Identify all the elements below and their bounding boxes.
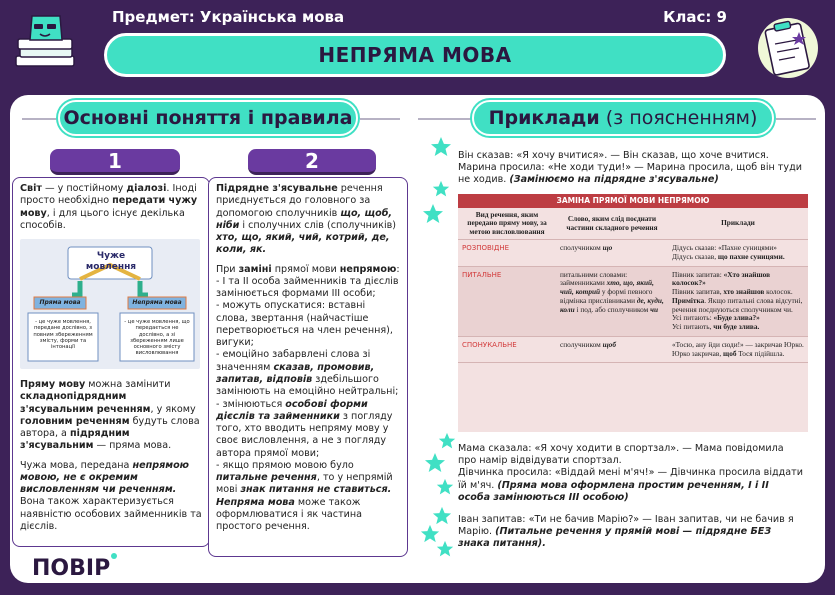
table-cell: СПОНУКАЛЬНЕ: [458, 336, 556, 363]
table-header: Приклади: [668, 208, 808, 240]
books-illustration-icon: [12, 12, 80, 74]
star-icon: [438, 432, 456, 450]
table-cell: ПИТАЛЬНЕ: [458, 266, 556, 336]
table-header: Вид речення, яким передано пряму мову, за метою висловлювання: [458, 208, 556, 240]
examples-bottom-text: Іван запитав: «Ти не бачив Марію?» — Іван запитав, чи не бачив я Марію. (Питальне речення у прямій мові — підрядне БЕЗ знака питання).: [458, 514, 794, 550]
rules-column-1: [12, 177, 210, 547]
col1-intro-text: Світ — у постійному діалозі. Іноді просто необхідно передати чужу мову, і для цього існує декілька способів.: [20, 183, 198, 231]
table-cell: сполучником щоб: [556, 336, 668, 363]
replacement-table: [458, 208, 808, 432]
page-title: НЕПРЯМА МОВА: [318, 43, 512, 67]
svg-text:ПОВІР: ПОВІР: [32, 556, 111, 580]
table-cell: сполучником що: [556, 240, 668, 267]
examples-top-text: Він сказав: «Я хочу вчитися». — Він сказав, що хоче вчитися. Марина просила: «Не ходи туди!» — Марина просила, щоб він туди не ходив. (Замінюємо на підрядне з'ясувальне): [458, 150, 802, 186]
star-icon: [432, 180, 450, 198]
diagram-top-label: Чуже мовлення: [85, 251, 137, 272]
column-number-1: 1: [50, 149, 180, 175]
column-number-2: 2: [248, 149, 376, 175]
table-cell: «Тосю, ану йди сюди!» — закричав Юрко. Юрко закричав, щоб Тося підійшла.: [668, 336, 808, 363]
col1-replacement-text: Пряму мову можна замінити складнопідрядним з'ясувальним реченням, у якому головним реченням будуть слова автора, а підрядним з'ясувальним — пряма мова.: [20, 379, 200, 452]
examples-section-header: [472, 100, 774, 136]
star-icon: [422, 203, 444, 225]
table-row: [458, 266, 808, 336]
povir-logo: [30, 550, 122, 580]
subject-label: Предмет: Українська мова: [112, 8, 345, 26]
table-cell: Півник запитав: «Хто знайшов колосок?» Півник запитав, хто знайшов колосок. Примітка. Якщо питальні слова відсутні, речення поєднуються сполучником чи. Усі питають: «Буде злива?» Усі питають, чи буде злива.: [668, 266, 808, 336]
divider: [776, 118, 816, 120]
page-title-bar: [104, 33, 726, 77]
star-icon: [432, 506, 452, 526]
rules-section-header: [58, 100, 358, 136]
table-row: [458, 240, 808, 267]
clipboard-illustration-icon: [755, 14, 821, 80]
table-title: ЗАМІНА ПРЯМОЇ МОВИ НЕПРЯМОЮ: [458, 194, 808, 208]
star-icon: [436, 540, 454, 558]
diagram-indirect-label: Непряма мова: [132, 299, 182, 307]
divider: [360, 118, 400, 120]
divider: [418, 118, 474, 120]
col2-replacement-rules: При заміні прямої мови непрямою: - I та II особа займенників та дієслів замінюється формами III особи; - можуть опускатися: вставні слова, звертання (найчастіше перетворюється на член речення), вигуки; - емоційно забарвлені слова зі значенням сказав, промовив, запитав, відповів здебільшого замінюють на емоційно нейтральні; - змінюються особові форми дієслів та займенники з погляду того, хто вводить непряму мову у своє висловлення, а не з погляду автора прямої мови; - якщо прямою мовою було питальне речення, то у непрямій мові знак питання не ставиться. Непряма мова може також оформлюватися і як частина простого речення.: [216, 263, 400, 533]
divider: [22, 118, 62, 120]
star-icon: [430, 136, 452, 158]
rules-section-title: Основні поняття і правила: [63, 107, 353, 129]
diagram-indirect-desc: - це чуже мовлення, що передається не дослівно, а зі збереженням лише основного змісту висловлювання: [124, 319, 190, 357]
examples-mid-text: Мама сказала: «Я хочу ходити в спортзал». — Мама повідомила про намір відвідувати спортзал. Дівчинка просила: «Віддай мені м'яч!» — Дівчинка просила віддати їй м'яч. (Пряма мова оформлена простим реченням, І і ІІ особа замінюються ІІІ особою): [458, 443, 803, 503]
star-icon: [436, 478, 454, 496]
examples-section-title: Приклади (з поясненням): [488, 107, 758, 129]
col2-clause-text: Підрядне з'ясувальне речення приєднується до головного за допомогою сполучників що, щоб, ніби і сполучних слів (сполучників) хто, що, який, чий, котрий, де, коли, як.: [216, 183, 397, 256]
table-cell: РОЗПОВІДНЕ: [458, 240, 556, 267]
rules-column-2: [208, 177, 408, 557]
grade-label: Клас: 9: [663, 8, 727, 26]
speech-types-diagram: [20, 239, 200, 369]
table-cell: питальними словами: займенниками хто, що, який, чий, котрий у формі певного відмінка прислівниками де, куди, коли і под. або сполучником чи: [556, 266, 668, 336]
table-header: Слово, яким слід поєднати частини складного речення: [556, 208, 668, 240]
table-row: [458, 336, 808, 363]
table-cell: Дідусь сказав: «Пахне суницями» Дідусь сказав, що пахне суницями.: [668, 240, 808, 267]
diagram-direct-desc: - це чуже мовлення, передане дослівно, з повним збереженням змісту, форми та інтонації: [33, 319, 93, 350]
star-icon: [424, 452, 446, 474]
diagram-direct-label: Пряма мова: [39, 299, 81, 307]
col1-indirect-text: Чужа мова, передана непрямою мовою, не є окремим висловленням чи реченням. Вона також характеризується наявністю особових займенників та дієслів.: [20, 459, 202, 532]
